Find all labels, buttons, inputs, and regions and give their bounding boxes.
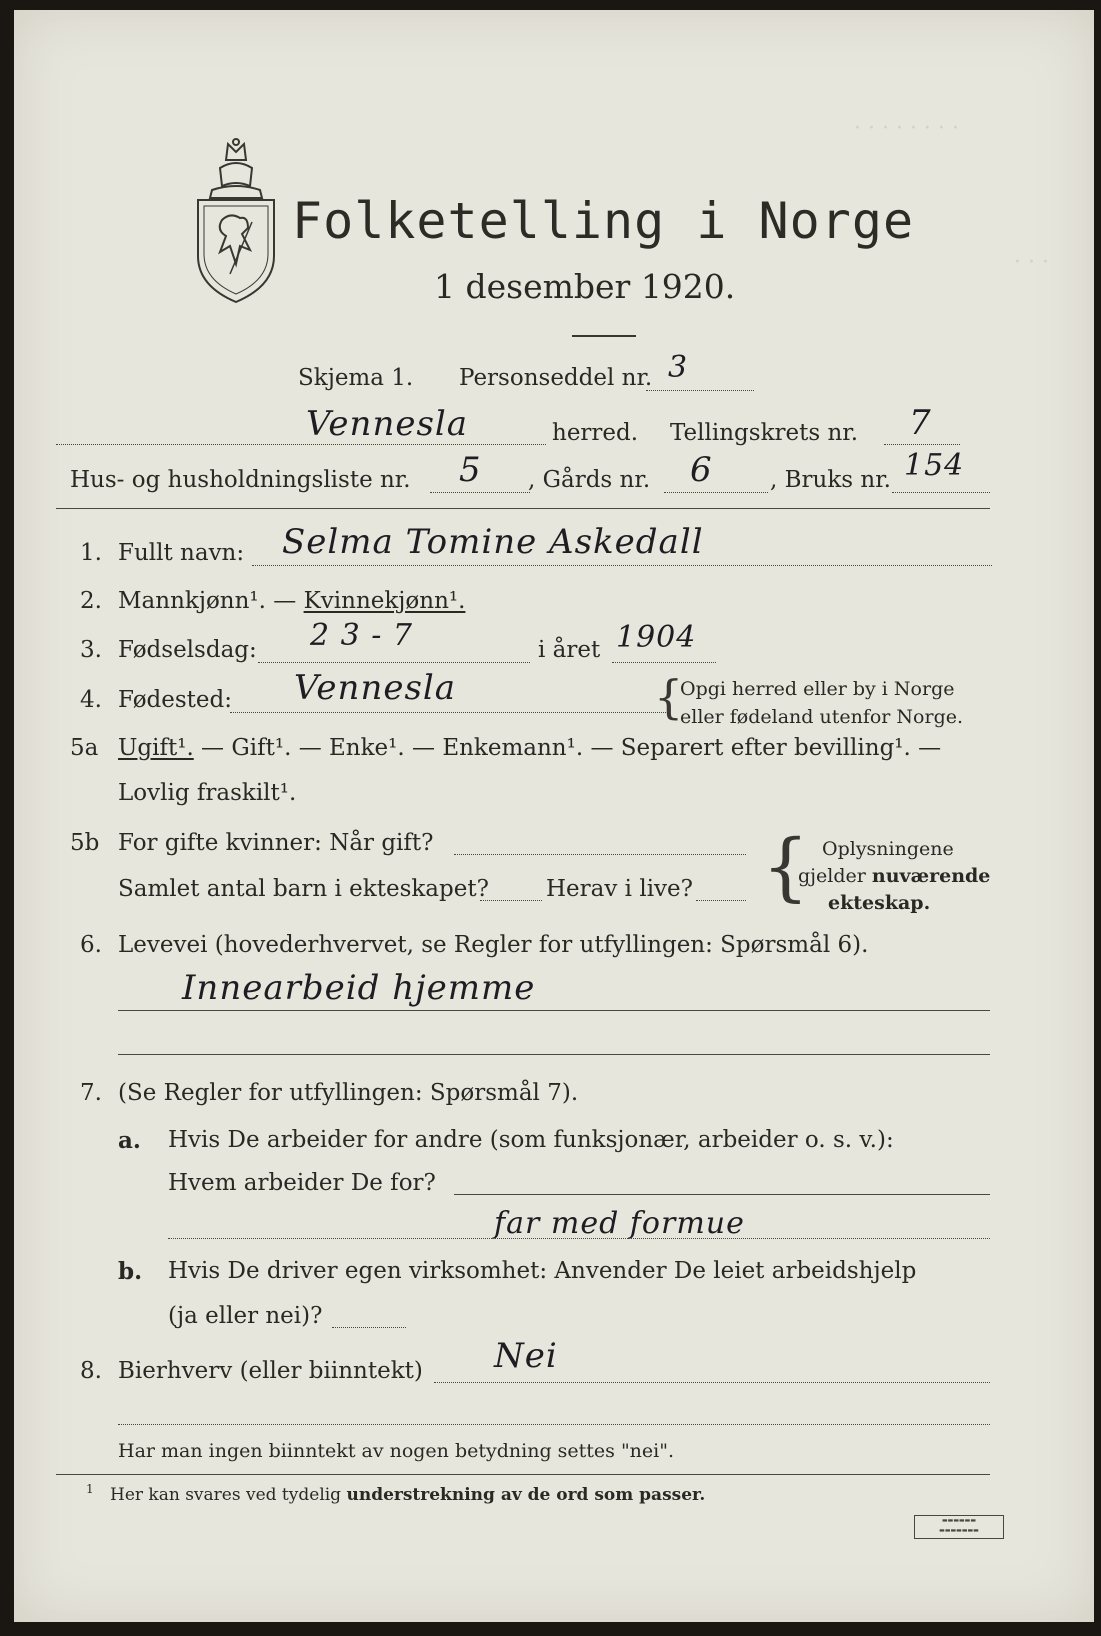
q5a-number: 5a bbox=[70, 735, 99, 761]
gards-value: 6 bbox=[690, 450, 713, 490]
hus-value: 5 bbox=[459, 450, 482, 490]
q4-brace: { bbox=[654, 670, 684, 724]
q5b-number: 5b bbox=[70, 830, 100, 856]
q1-line bbox=[252, 565, 992, 566]
q7b-label: Hvis De driver egen virksomhet: Anvender De leiet arbeidshjelp bbox=[168, 1258, 917, 1284]
q3-line bbox=[258, 662, 530, 663]
printer-stamp: ▬▬▬▬▬▬ ▬▬▬▬▬▬▬ bbox=[914, 1515, 1004, 1539]
herred-label: herred. bbox=[552, 420, 639, 446]
personseddel-value: 3 bbox=[668, 350, 689, 385]
census-form-page bbox=[14, 10, 1094, 1622]
footnote-text: Her kan svares ved tydelig understrekning av de ord som passer. bbox=[110, 1485, 706, 1505]
bruks-line bbox=[892, 492, 990, 493]
hus-label: Hus- og husholdningsliste nr. bbox=[70, 467, 411, 493]
q5b-children-line bbox=[480, 900, 542, 901]
bleed-through-text: · · · bbox=[1014, 250, 1049, 275]
herred-value: Vennesla bbox=[306, 404, 469, 444]
q5b-alive-line bbox=[696, 900, 746, 901]
coat-of-arms-icon bbox=[190, 138, 282, 306]
bruks-label: , Bruks nr. bbox=[770, 467, 891, 493]
q6-number: 6. bbox=[80, 932, 102, 958]
q7b-label2: (ja eller nei)? bbox=[168, 1303, 323, 1329]
q1-value: Selma Tomine Askedall bbox=[282, 522, 704, 562]
q2-kvinne-option: Kvinnekjønn¹. bbox=[303, 588, 466, 614]
footer-note: Har man ingen biinntekt av nogen betydning settes "nei". bbox=[118, 1440, 675, 1462]
q6-line1 bbox=[118, 1010, 990, 1011]
footer-separator bbox=[56, 1474, 990, 1475]
personseddel-line bbox=[646, 390, 754, 391]
hus-line bbox=[430, 492, 530, 493]
title-divider bbox=[572, 335, 636, 337]
header-separator bbox=[56, 508, 990, 509]
tellingskrets-line bbox=[884, 444, 960, 445]
q4-note-line2: eller fødeland utenfor Norge. bbox=[680, 706, 964, 728]
herred-line bbox=[56, 444, 546, 445]
q5b-note-line3: ekteskap. bbox=[828, 892, 931, 914]
q2-dash: — bbox=[265, 588, 304, 614]
q7a-value: far med formue bbox=[494, 1206, 745, 1241]
q8-label: Bierhverv (eller biinntekt) bbox=[118, 1358, 423, 1384]
q7a-label2: Hvem arbeider De for? bbox=[168, 1170, 436, 1196]
q5b-when-line bbox=[454, 854, 746, 855]
q7b-letter: b. bbox=[118, 1258, 143, 1285]
q7a-line2 bbox=[168, 1238, 990, 1239]
q5b-note-line2: gjelder nuværende bbox=[798, 865, 991, 887]
q5a-options bbox=[118, 735, 941, 761]
q5a-fraskilt-option: Lovlig fraskilt¹. bbox=[118, 780, 297, 806]
q2-number: 2. bbox=[80, 588, 102, 614]
q4-note-line1: Opgi herred eller by i Norge bbox=[680, 678, 955, 700]
q4-number: 4. bbox=[80, 687, 102, 713]
q8-value: Nei bbox=[494, 1336, 558, 1376]
bruks-value: 154 bbox=[904, 448, 965, 483]
q5b-label-alive: Herav i live? bbox=[546, 876, 693, 902]
q5b-brace: { bbox=[762, 824, 810, 910]
q6-value: Innearbeid hjemme bbox=[182, 968, 536, 1008]
q7-label: (Se Regler for utfyllingen: Spørsmål 7). bbox=[118, 1080, 579, 1106]
q5b-label-children: Samlet antal barn i ekteskapet? bbox=[118, 876, 489, 902]
q7-number: 7. bbox=[80, 1080, 102, 1106]
q2-mann-option: Mannkjønn¹. bbox=[118, 588, 266, 614]
tellingskrets-value: 7 bbox=[909, 403, 932, 443]
q8-line2 bbox=[118, 1424, 990, 1425]
q7a-label: Hvis De arbeider for andre (som funksjonær, arbeider o. s. v.): bbox=[168, 1127, 894, 1153]
gards-line bbox=[664, 492, 768, 493]
q8-number: 8. bbox=[80, 1358, 102, 1384]
footnote-marker: 1 bbox=[86, 1482, 94, 1496]
personseddel-label: Personseddel nr. bbox=[459, 365, 653, 391]
q6-label: Levevei (hovederhvervet, se Regler for utfyllingen: Spørsmål 6). bbox=[118, 932, 869, 958]
q7b-line bbox=[332, 1327, 406, 1328]
q2-options bbox=[118, 588, 465, 614]
q5a-ugift-option: Ugift¹. bbox=[118, 735, 194, 761]
q5a-other-options: — Gift¹. — Enke¹. — Enkemann¹. — Separert efter bevilling¹. — bbox=[193, 735, 942, 761]
gards-label: , Gårds nr. bbox=[528, 467, 651, 493]
form-date: 1 desember 1920. bbox=[434, 267, 736, 306]
q5b-note-line1: Oplysningene bbox=[822, 838, 954, 860]
q3-value: 2 3 - 7 bbox=[310, 618, 414, 653]
form-title: Folketelling i Norge bbox=[292, 192, 915, 250]
q3-number: 3. bbox=[80, 637, 102, 663]
q3-year-label: i året bbox=[538, 637, 601, 663]
q3-year-value: 1904 bbox=[616, 620, 697, 655]
q7a-letter: a. bbox=[118, 1127, 141, 1154]
q4-label: Fødested: bbox=[118, 687, 233, 713]
q3-year-line bbox=[612, 662, 716, 663]
q1-number: 1. bbox=[80, 540, 102, 566]
q1-label: Fullt navn: bbox=[118, 540, 245, 566]
q6-line2 bbox=[118, 1054, 990, 1055]
q4-value: Vennesla bbox=[294, 668, 457, 708]
q5b-label-when: For gifte kvinner: Når gift? bbox=[118, 830, 434, 856]
q7a-line1 bbox=[454, 1194, 990, 1195]
q4-line bbox=[230, 712, 666, 713]
skjema-label: Skjema 1. bbox=[298, 365, 414, 391]
tellingskrets-label: Tellingskrets nr. bbox=[670, 420, 859, 446]
q3-label: Fødselsdag: bbox=[118, 637, 257, 663]
bleed-through-text: · · · · · · · · bbox=[854, 116, 959, 141]
q8-line1 bbox=[434, 1382, 990, 1383]
